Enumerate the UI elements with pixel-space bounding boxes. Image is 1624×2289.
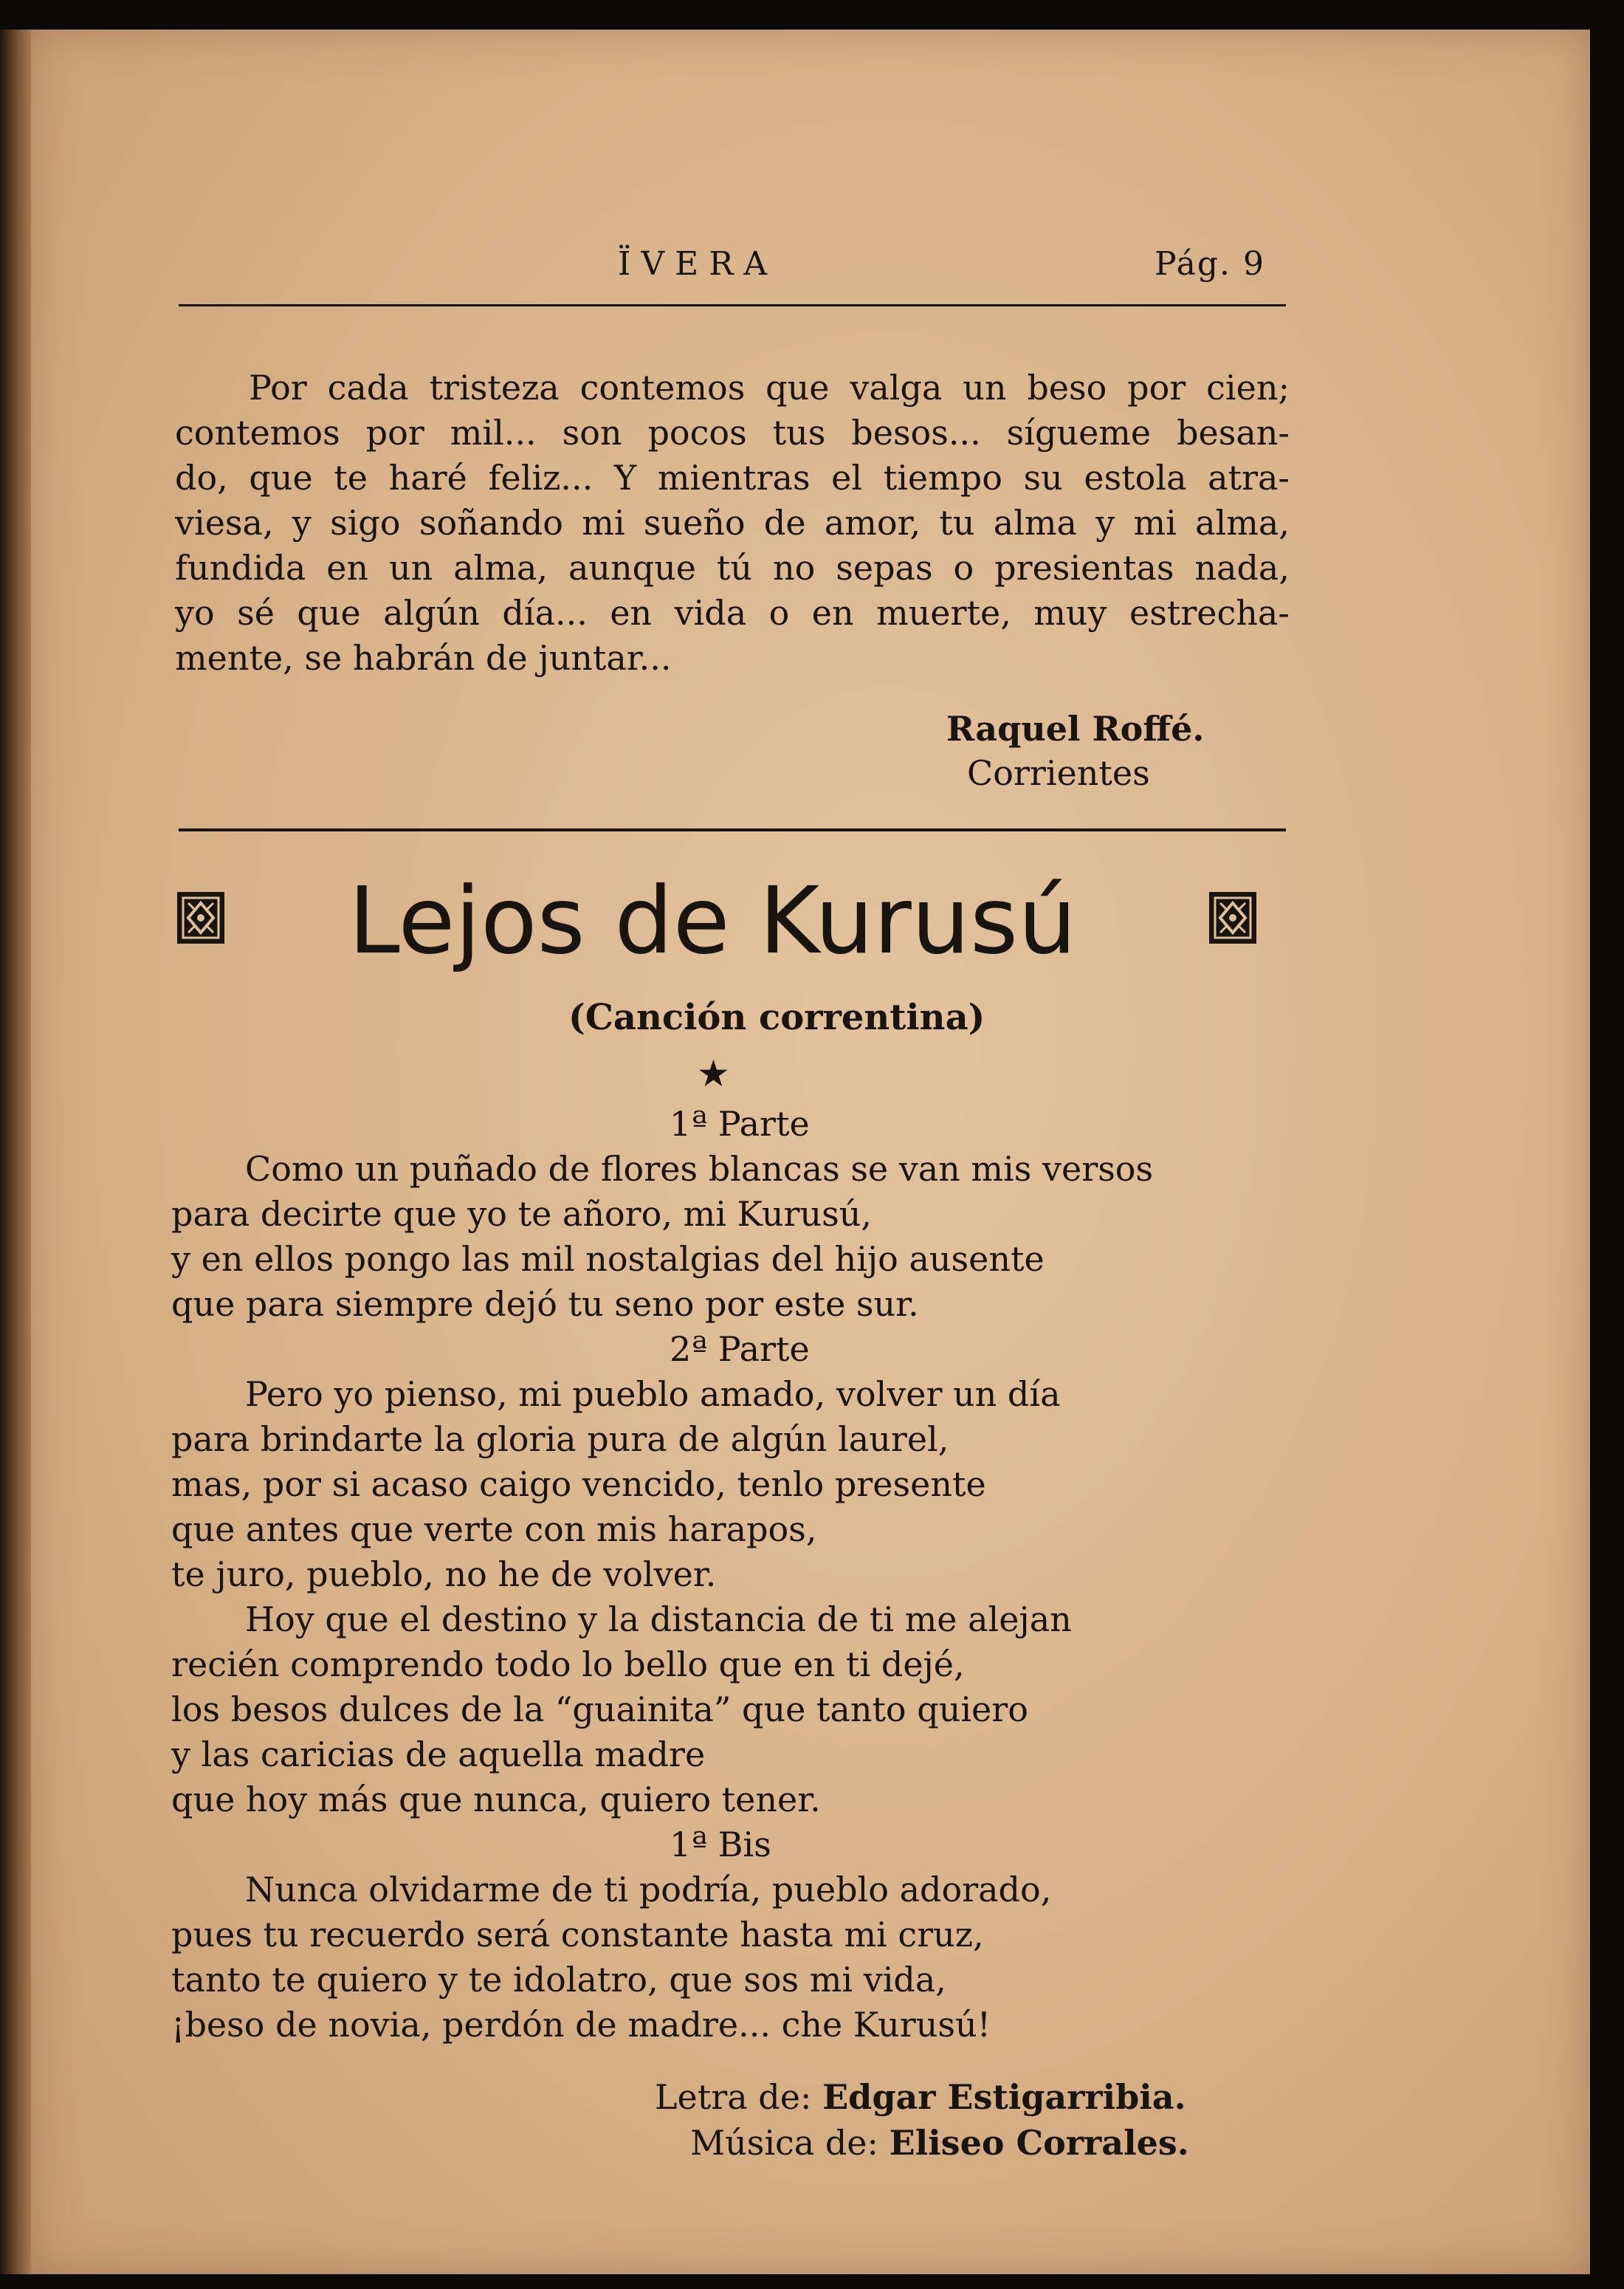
page-number: Pág. 9 [1155,245,1265,283]
prose-word: de [763,503,806,543]
header-rule [179,304,1286,306]
prose-paragraph [175,366,1290,681]
music-label: Música de: [690,2123,879,2163]
prose-word: y [292,503,312,543]
poem-line: que antes que verte con mis harapos, [171,1509,817,1549]
poem-line: te juro, pueblo, no he de volver. [171,1554,717,1594]
poem-line: mas, por si acaso caigo vencido, tenlo presente [171,1464,986,1504]
prose-word: alma [993,503,1077,543]
prose-word: y [1095,503,1115,543]
prose-line: mente, se habrán de juntar... [175,638,672,678]
poem-line: para brindarte la gloria pura de algún laurel, [171,1419,949,1459]
poem-line: y en ellos pongo las mil nostalgias del hijo ausente [171,1239,1045,1279]
prose-word: alma, [1195,503,1290,543]
section-heading: 2ª Parte [670,1329,810,1369]
prose-word: alma, [453,548,548,588]
book-page [31,30,1590,2274]
prose-line [175,411,1290,456]
prose-word: sígueme [1006,413,1152,453]
poem-line: pues tu recuerdo será constante hasta mi cruz, [171,1915,984,1955]
prose-word: feliz... [488,458,593,498]
prose-word: algún [383,593,480,633]
prose-word: un [389,548,433,588]
prose-word: contemos [579,368,746,408]
prose-word: en [811,593,854,633]
prose-word: sigo [330,503,401,543]
poem-line: Como un puñado de flores blancas se van mis versos [245,1149,1154,1189]
prose-word: o [768,593,790,633]
prose-line [175,501,1290,546]
poem-body [171,1102,1426,2048]
poem-subtitle: (Canción correntina) [568,997,985,1038]
prose-word: un [963,368,1007,408]
prose-word: muerte, [876,593,1011,633]
lyrics-label: Letra de: [655,2077,812,2117]
poem-line: Pero yo pienso, mi pueblo amado, volver un día [245,1374,1061,1414]
prose-line [175,456,1290,501]
prose-word: amor, [824,503,921,543]
prose-word: Y [613,458,637,498]
prose-word: aunque [568,548,696,588]
section-divider [179,828,1286,831]
prose-word: mil... [450,413,537,453]
prose-word: que [765,368,830,408]
prose-word: mientras [657,458,811,498]
prose-word: por [365,413,424,453]
prose-word: cada [327,368,409,408]
prose-word: atra- [1208,458,1290,498]
prose-word: sé [237,593,275,633]
prose-word: te [334,458,368,498]
ornament-right-icon [1209,892,1256,944]
prose-word: su [1023,458,1063,498]
prose-word: presientas [994,548,1174,588]
poem-line: Nunca olvidarme de ti podría, pueblo adorado, [245,1870,1052,1909]
prose-word: yo [175,593,215,633]
prose-word: tu [939,503,975,543]
prose-word: nada, [1194,548,1290,588]
prose-word: en [610,593,653,633]
prose-word: soñando [419,503,563,543]
music-credit [690,2123,1189,2163]
poem-line: tanto te quiero y te idolatro, que sos mi vida, [171,1960,946,2000]
music-author: Eliseo Corrales. [889,2123,1189,2163]
prose-word: no [772,548,816,588]
prose-word: tus [772,413,826,453]
star-icon: ★ [697,1052,730,1095]
prose-word: mi [582,503,625,543]
prose-signature-name: Raquel Roffé. [946,709,1205,749]
poem-line: recién comprendo todo lo bello que en ti dejé, [171,1644,965,1684]
prose-word: fundida [175,548,306,588]
poem-title: Lejos de Kurusú [348,868,1077,975]
prose-word: tristeza [429,368,560,408]
prose-word: estrecha- [1129,593,1290,633]
ornament-left-icon [177,892,224,944]
poem-line: Hoy que el destino y la distancia de ti me alejan [245,1599,1072,1639]
prose-word: tiempo [883,458,1002,498]
prose-word: cien; [1206,368,1290,408]
prose-word: o [953,548,974,588]
prose-line [175,591,1290,636]
prose-word: sueño [643,503,746,543]
prose-word: estola [1084,458,1187,498]
prose-word: tú [716,548,753,588]
book-spine-shadow [0,30,31,2274]
poem-line: y las caricias de aquella madre [171,1734,706,1774]
prose-word: que [249,458,313,498]
prose-word: el [831,458,863,498]
prose-word: pocos [647,413,747,453]
poem-line: para decirte que yo te añoro, mi Kurusú, [171,1194,872,1234]
poem-line: los besos dulces de la “guainita” que tanto quiero [171,1689,1028,1729]
poem-line: que hoy más que nunca, quiero tener. [171,1780,821,1819]
prose-word: do, [175,458,228,498]
prose-line [175,366,1290,411]
prose-signature-place: Corrientes [967,753,1150,793]
lyrics-author: Edgar Estigarribia. [822,2077,1186,2117]
prose-word: haré [388,458,467,498]
prose-word: beso [1027,368,1107,408]
prose-word: muy [1033,593,1107,633]
prose-word: valga [850,368,943,408]
running-header-title: ÏVERA [618,245,778,283]
prose-word: vida [674,593,747,633]
prose-word: mi [1133,503,1177,543]
prose-word: Por [249,368,307,408]
prose-word: sepas [836,548,933,588]
section-heading: 1ª Parte [670,1104,810,1144]
prose-word: contemos [175,413,340,453]
prose-word: que [297,593,361,633]
prose-word: en [326,548,369,588]
poem-line: que para siempre dejó tu seno por este sur. [171,1284,919,1324]
section-heading: 1ª Bis [670,1825,771,1864]
lyrics-credit [655,2077,1186,2117]
prose-word: día... [502,593,588,633]
prose-word: besan- [1177,413,1290,453]
prose-word: viesa, [175,503,274,543]
prose-word: por [1127,368,1186,408]
prose-word: son [562,413,622,453]
prose-line [175,546,1290,591]
prose-word: besos... [851,413,981,453]
poem-line: ¡beso de novia, perdón de madre... che Kurusú! [171,2005,991,2045]
